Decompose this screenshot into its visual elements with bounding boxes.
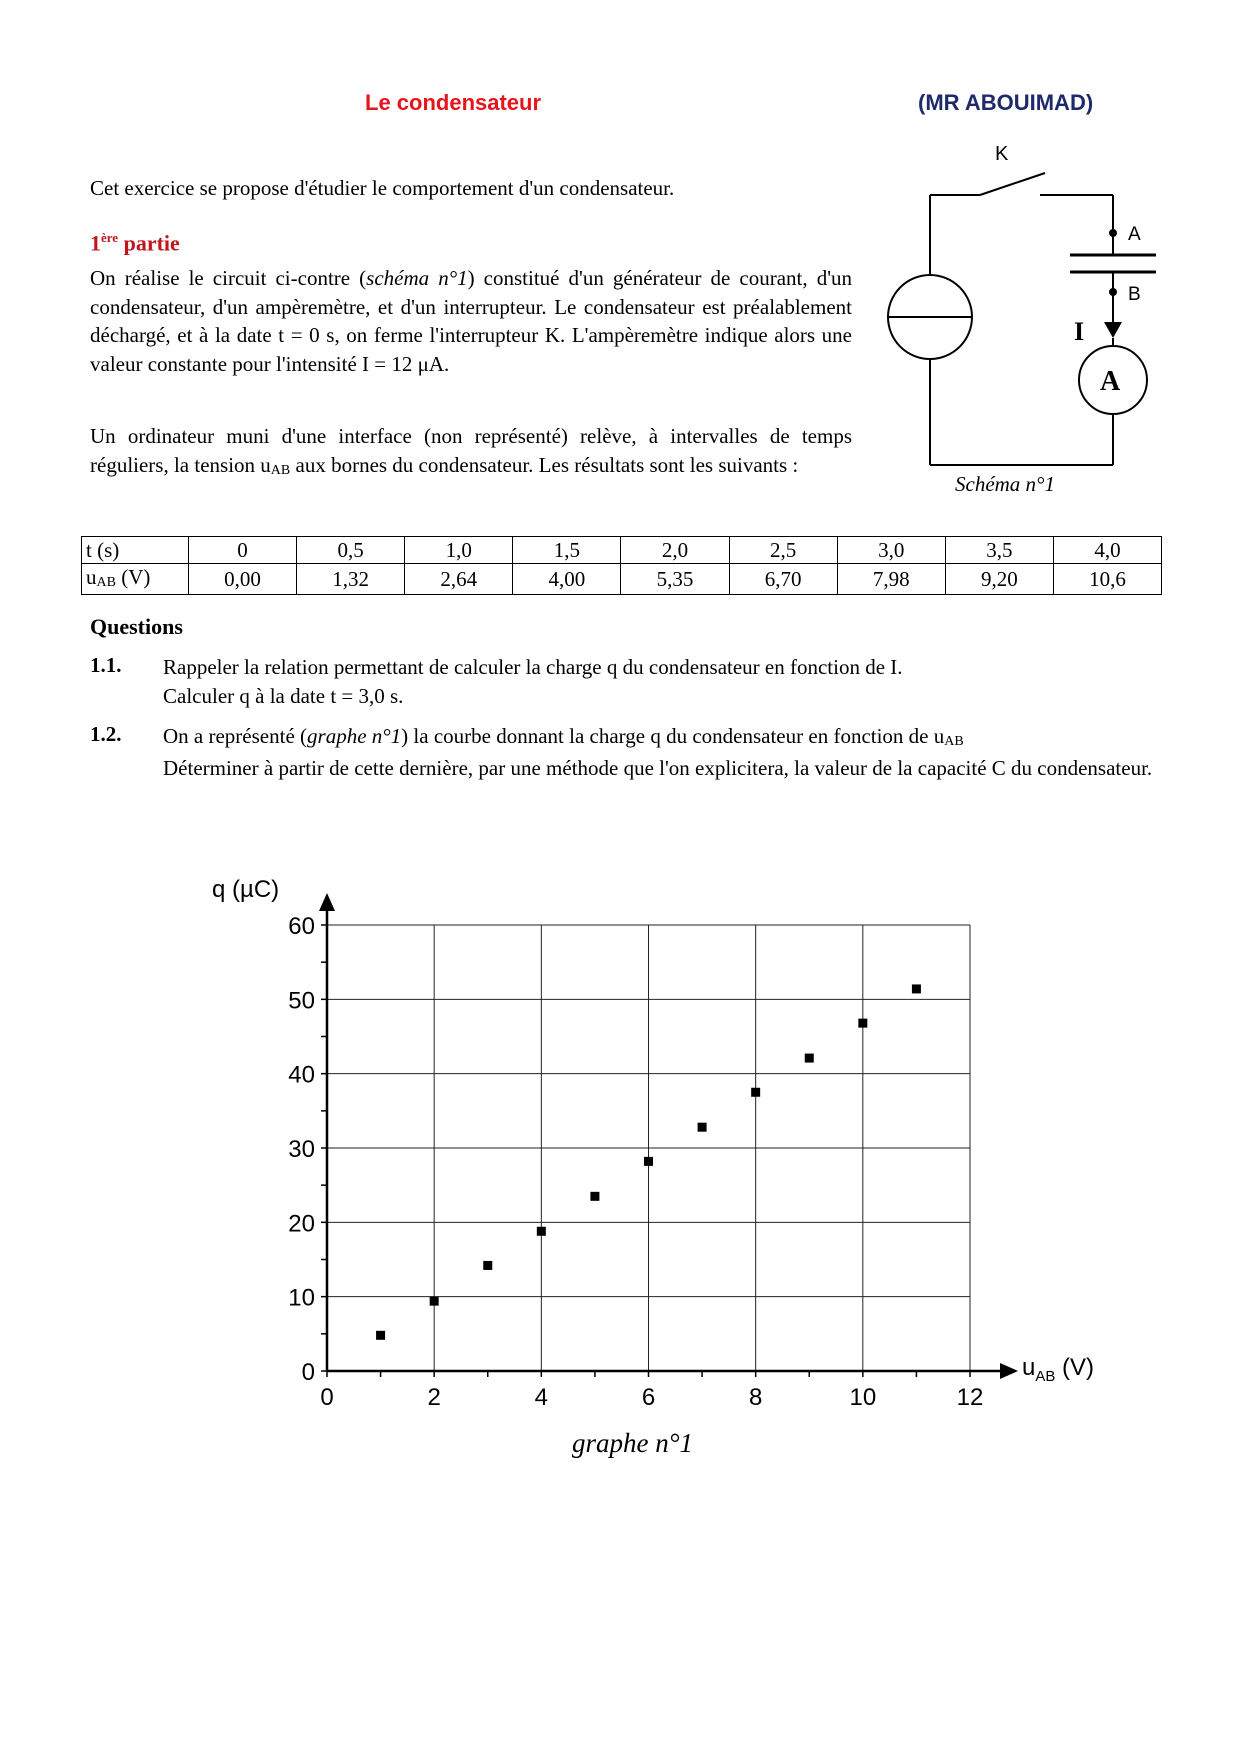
data-point [912, 984, 921, 993]
graph-caption: graphe n°1 [572, 1428, 694, 1458]
table-row-time [82, 537, 1162, 564]
part-heading [90, 230, 180, 256]
x-tick-label: 10 [849, 1384, 877, 1411]
row-label-voltage [82, 564, 189, 595]
paragraph1-a: On réalise le circuit ci-contre ( [90, 266, 367, 290]
questions-heading: Questions [90, 614, 183, 639]
table-cell-u: 4,00 [513, 564, 621, 595]
data-point [644, 1157, 653, 1166]
question-1-1-text [163, 653, 903, 711]
question-1-2-text [163, 722, 1163, 783]
table-cell-u: 1,32 [297, 564, 405, 595]
table-cell-t: 4,0 [1053, 537, 1161, 564]
measurement-table [81, 536, 1162, 595]
table-cell-u: 5,35 [621, 564, 729, 595]
charge-voltage-chart [200, 835, 1130, 1415]
x-tick-label: 4 [534, 1384, 549, 1411]
x-tick-label: 6 [641, 1384, 656, 1411]
row-label-time: t (s) [82, 537, 189, 564]
data-point [376, 1331, 385, 1340]
point-a-dot [1109, 229, 1117, 237]
table-cell-t: 1,0 [405, 537, 513, 564]
switch-blade [980, 173, 1045, 195]
data-point [751, 1088, 760, 1097]
question-1-1-number: 1.1. [90, 653, 122, 677]
x-tick-label: 2 [427, 1384, 441, 1411]
switch-label: K [995, 143, 1009, 165]
x-axis-label-main: u [1022, 1354, 1036, 1381]
schema-caption: Schéma n°1 [955, 472, 1055, 496]
paragraph1-b: ) constitué d'un générateur de courant, d'un condensateur, d'un ampèremètre, et d'un interrupteur. Le condensateur est préalablement déchargé, et à la date t = 0 s, on ferme l'interrupteur K. L'ampèremètre indique alors une valeur constante pour l'intensité I = 12 μA. [90, 266, 852, 376]
intro-text: Cet exercice se propose d'étudier le comportement d'un condensateur. [90, 176, 675, 200]
point-a-label: A [1128, 224, 1141, 245]
question-1-2-line2: Déterminer à partir de cette dernière, par une méthode que l'on explicitera, la valeur de la capacité C du condensateur. [163, 756, 1153, 780]
table-cell-u: 6,70 [729, 564, 837, 595]
q2-b: ) la courbe donnant la charge q du condensateur en fonction de u [401, 724, 945, 748]
paragraph2-b: aux bornes du condensateur. Les résultats sont les suivants : [290, 452, 799, 477]
table-cell-u: 7,98 [837, 564, 945, 595]
y-tick-label: 60 [288, 913, 315, 940]
paragraph2-a: Un ordinateur muni d'une interface (non représenté) relève, à intervalles de temps réguliers, la tension u [90, 424, 852, 477]
table-cell-u: 10,6 [1053, 564, 1161, 595]
table-cell-u: 2,64 [405, 564, 513, 595]
y-axis-label: q (µC) [212, 876, 280, 903]
y-axis-arrow-icon [319, 893, 335, 911]
y-tick-label: 10 [288, 1284, 315, 1312]
data-point [590, 1192, 599, 1201]
x-tick-label: 8 [748, 1384, 763, 1411]
question-1-1-line1: Rappeler la relation permettant de calculer la charge q du condensateur en fonction de I. [163, 655, 903, 679]
table-cell-t: 3,0 [837, 537, 945, 564]
table-cell-t: 3,5 [945, 537, 1053, 564]
part-sup: ère [101, 230, 119, 245]
current-label: I [1074, 317, 1085, 346]
question-1-2-number: 1.2. [90, 722, 122, 746]
schema-ref: schéma n°1 [366, 266, 468, 290]
q2-a: On a représenté ( [163, 724, 308, 748]
data-point [698, 1123, 707, 1132]
x-axis-arrow-icon [1000, 1363, 1018, 1379]
data-point [537, 1227, 546, 1236]
paragraph-circuit [90, 264, 852, 378]
row2-label-sub: AB [96, 575, 116, 590]
table-cell-t: 1,5 [513, 537, 621, 564]
circuit-diagram [880, 140, 1200, 475]
q2-sub: AB [944, 734, 964, 749]
data-point [858, 1019, 867, 1028]
y-tick-label: 40 [288, 1061, 315, 1089]
part-number: 1 [90, 230, 101, 256]
x-axis-label-sub: AB [1035, 1368, 1056, 1385]
table-cell-t: 0,5 [297, 537, 405, 564]
ammeter-label: A [1100, 366, 1121, 397]
paragraph-interface [90, 422, 852, 483]
point-b-label: B [1128, 284, 1141, 305]
table-cell-t: 2,0 [621, 537, 729, 564]
x-axis-label [1022, 1354, 1094, 1385]
table-cell-u: 9,20 [945, 564, 1053, 595]
paragraph2-sub: AB [270, 462, 291, 478]
point-b-dot [1109, 288, 1117, 296]
table-row-voltage [82, 564, 1162, 595]
y-tick-label: 0 [301, 1359, 315, 1386]
graph-ref: graphe n°1 [307, 724, 402, 748]
x-axis-label-unit: (V) [1055, 1354, 1095, 1381]
page-title: Le condensateur [365, 90, 542, 115]
data-point [483, 1261, 492, 1270]
y-tick-label: 30 [288, 1136, 315, 1163]
data-point [430, 1297, 439, 1306]
table-cell-t: 2,5 [729, 537, 837, 564]
y-tick-label: 50 [288, 987, 315, 1015]
current-arrow-icon [1104, 322, 1122, 338]
x-tick-label: 12 [956, 1384, 984, 1411]
part-label: partie [123, 230, 180, 256]
x-tick-label: 0 [320, 1384, 334, 1411]
question-1-2-line1 [163, 722, 1163, 754]
author: (MR ABOUIMAD) [918, 90, 1094, 115]
table-cell-u: 0,00 [189, 564, 297, 595]
data-point [805, 1054, 814, 1063]
y-tick-label: 20 [288, 1210, 315, 1238]
row2-label-main: u [86, 565, 97, 589]
table-cell-t: 0 [189, 537, 297, 564]
row2-label-unit: (V) [115, 565, 151, 589]
question-1-1-line2: Calculer q à la date t = 3,0 s. [163, 684, 404, 708]
